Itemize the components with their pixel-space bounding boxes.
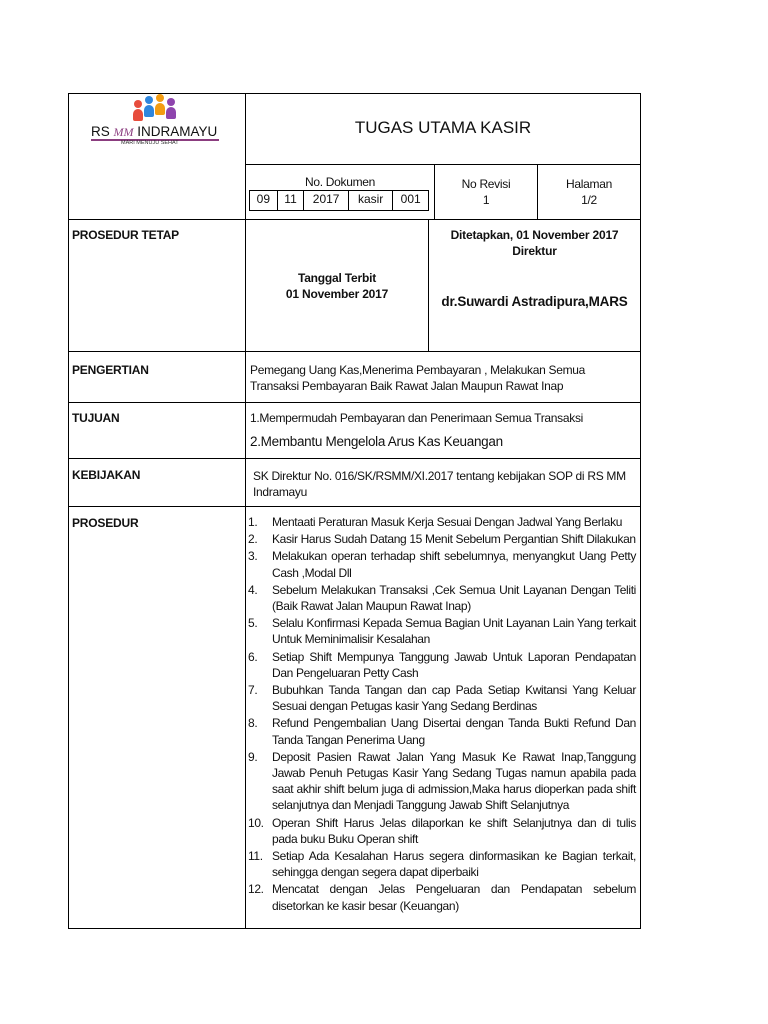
kebijakan-text: SK Direktur No. 016/SK/RSMM/XI.2017 tentang kebijakan SOP di RS MM Indramayu bbox=[253, 469, 626, 499]
step-text: Setiap Shift Mempunya Tanggung Jawab Untuk Laporan Pendapatan Dan Pengeluaran Petty Cash bbox=[272, 649, 636, 680]
dokumen-number bbox=[249, 190, 429, 211]
list-item bbox=[248, 682, 636, 714]
dokumen-year: 2017 bbox=[304, 191, 349, 210]
dokumen-day: 09 bbox=[250, 191, 278, 210]
step-number: 10. bbox=[248, 815, 264, 830]
list-item bbox=[248, 531, 636, 547]
tujuan-item-2: 2.Membantu Mengelola Arus Kas Keuangan bbox=[250, 434, 503, 449]
step-text: Setiap Ada Kesalahan Harus segera dinformasikan ke Bagian terkait, sehingga dengan segera dapat diperbaiki bbox=[272, 849, 636, 880]
signatory-name: dr.Suwardi Astradipura,MARS bbox=[441, 294, 628, 309]
step-text: Sebelum Melakukan Transaksi ,Cek Semua Unit Layanan Dengan Teliti (Baik Rawat Jalan Maupun Rawat Inap) bbox=[272, 582, 636, 614]
divider bbox=[245, 164, 640, 165]
step-number: 12. bbox=[248, 882, 264, 897]
dokumen-seq: 001 bbox=[400, 192, 421, 206]
prosedur-label: PROSEDUR bbox=[72, 516, 139, 530]
tanggal-terbit-value: 01 November 2017 bbox=[285, 287, 389, 301]
protap-label: PROSEDUR TETAP bbox=[72, 228, 179, 242]
list-item bbox=[248, 548, 636, 580]
step-number: 4. bbox=[248, 582, 258, 597]
list-item bbox=[248, 649, 636, 681]
step-text: Selalu Konfirmasi Kepada Semua Bagian Unit Layanan Lain Yang terkait Untuk Meminimalisir Kesalahan bbox=[272, 616, 636, 647]
list-item bbox=[248, 615, 636, 647]
prosedur-list bbox=[248, 514, 636, 915]
pengertian-text: Pemegang Uang Kas,Menerima Pembayaran , Melakukan Semua Transaksi Pembayaran Baik Rawat Jalan Maupun Rawat Inap bbox=[250, 363, 586, 393]
step-number: 5. bbox=[248, 616, 258, 631]
list-item bbox=[248, 749, 636, 814]
pengertian-label: PENGERTIAN bbox=[72, 363, 149, 377]
step-text: Mentaati Peraturan Masuk Kerja Sesuai Dengan Jadwal Yang Berlaku bbox=[272, 515, 623, 529]
list-item bbox=[248, 715, 636, 747]
step-number: 9. bbox=[248, 749, 258, 764]
list-item bbox=[248, 815, 636, 847]
kebijakan-label: KEBIJAKAN bbox=[72, 468, 141, 482]
sop-document bbox=[68, 93, 641, 929]
step-text: Refund Pengembalian Uang Disertai dengan Tanda Bukti Refund Dan Tanda Tangan Penerima Uang bbox=[272, 716, 636, 747]
list-item bbox=[248, 848, 636, 880]
step-text: Operan Shift Harus Jelas dilaporkan ke shift Selanjutnya dan di tulis pada buku Buku Operan shift bbox=[272, 815, 636, 846]
halaman-value: 1/2 bbox=[581, 193, 597, 207]
halaman-label: Halaman bbox=[566, 177, 612, 191]
divider bbox=[69, 351, 640, 352]
logo-name: INDRAMAYU bbox=[137, 124, 218, 139]
step-number: 11. bbox=[248, 849, 263, 864]
step-number: 8. bbox=[248, 716, 258, 731]
logo-tagline: MARI MENUJU SEHAT bbox=[121, 140, 179, 146]
step-number: 7. bbox=[248, 683, 258, 698]
dokumen-unit: kasir bbox=[349, 191, 394, 210]
logo-mark: MM bbox=[113, 125, 134, 139]
step-text: Mencatat dengan Jelas Pengeluaran dan Pendapatan sebelum disetorkan ke kasir besar (Keuangan) bbox=[272, 882, 636, 913]
list-item bbox=[248, 582, 636, 614]
revisi-value: 1 bbox=[482, 193, 490, 207]
hospital-name bbox=[91, 124, 217, 140]
jabatan-text: Direktur bbox=[512, 244, 557, 258]
divider bbox=[69, 506, 640, 507]
tanggal-terbit-label: Tanggal Terbit bbox=[297, 271, 377, 285]
people-logo-icon bbox=[133, 94, 181, 124]
tujuan-label: TUJUAN bbox=[72, 411, 120, 425]
divider bbox=[69, 219, 640, 220]
document-title: TUGAS UTAMA KASIR bbox=[354, 118, 532, 137]
dokumen-month: 11 bbox=[278, 191, 305, 210]
divider bbox=[69, 458, 640, 459]
divider bbox=[69, 402, 640, 403]
list-item bbox=[248, 514, 636, 530]
step-text: Deposit Pasien Rawat Jalan Yang Masuk Ke Rawat Inap,Tanggung Jawab Penuh Petugas Kasir Yang Sedang Tugas namun apabila pada saat akhir shift belum juga di admission,Maka harus dioperkan pada shift selanjutnya dan Menjadi Tanggung Jawab Shift Selanjutnya bbox=[272, 749, 636, 813]
dokumen-label: No. Dokumen bbox=[304, 175, 376, 189]
step-number: 1. bbox=[248, 515, 258, 529]
step-number: 2. bbox=[248, 532, 258, 547]
hospital-logo bbox=[91, 94, 251, 164]
revisi-label: No Revisi bbox=[461, 177, 511, 191]
logo-prefix: RS bbox=[91, 124, 110, 139]
step-text: Bubuhkan Tanda Tangan dan cap Pada Setiap Kwitansi Yang Keluar Sesuai dengan Petugas kasir Yang Sedang Berdinas bbox=[272, 683, 636, 714]
step-text: Kasir Harus Sudah Datang 15 Menit Sebelum Pergantian Shift Dilakukan bbox=[272, 532, 636, 547]
step-number: 3. bbox=[248, 549, 258, 564]
step-text: Melakukan operan terhadap shift sebelumnya, menyangkut Uang Petty Cash ,Modal Dll bbox=[272, 549, 636, 580]
ditetapkan-text: Ditetapkan, 01 November 2017 bbox=[450, 228, 619, 242]
step-number: 6. bbox=[248, 649, 258, 664]
tujuan-item-1: 1.Mempermudah Pembayaran dan Penerimaan Semua Transaksi bbox=[250, 411, 584, 425]
list-item bbox=[248, 881, 636, 913]
